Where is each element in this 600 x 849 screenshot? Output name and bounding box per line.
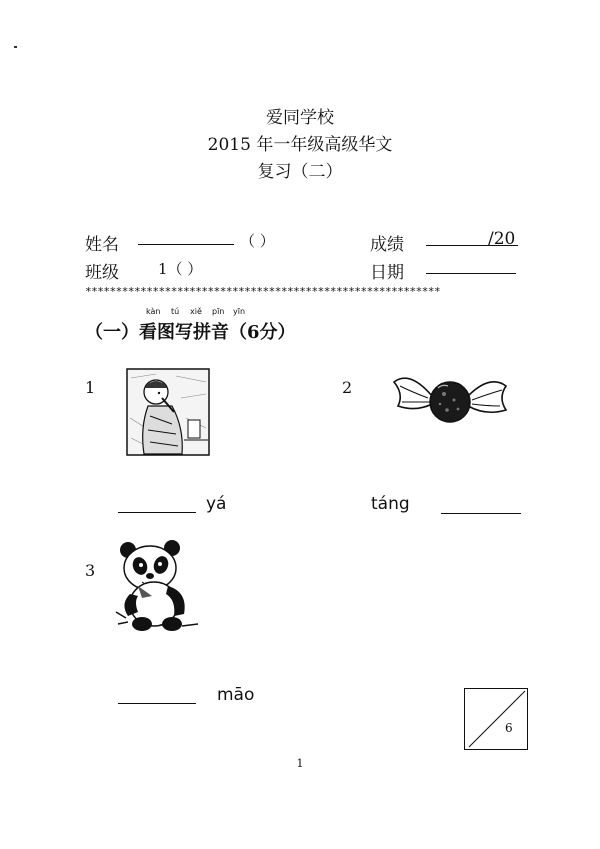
panda-icon: [112, 538, 204, 634]
class-value: 1（ ）: [158, 260, 203, 278]
item-pinyin-3: māo: [217, 685, 255, 705]
section-ruby-3: xiě: [190, 307, 202, 316]
section-title: （一）看图写拼音（6分）: [85, 322, 296, 343]
candy-icon: [390, 360, 510, 440]
unit-title: 复习（二）: [257, 162, 343, 182]
section-ruby-1: kàn: [146, 307, 161, 316]
star-divider: **********************************************************: [85, 285, 441, 298]
stray-mark: [14, 46, 17, 48]
name-label: 姓名: [85, 235, 119, 255]
boy-brushing-teeth-icon: [126, 368, 210, 456]
score-total: /20: [488, 229, 516, 249]
name-field[interactable]: [138, 244, 234, 245]
answer-line-1[interactable]: [118, 512, 196, 513]
date-field[interactable]: [426, 273, 516, 274]
score-label: 成绩: [370, 235, 404, 255]
class-label: 班级: [85, 263, 119, 283]
section-ruby-4: pīn: [212, 307, 225, 316]
item-pinyin-1: yá: [206, 494, 227, 514]
date-label: 日期: [370, 263, 404, 283]
item-number-2: 2: [342, 378, 353, 397]
score-box-value: 6: [505, 721, 513, 735]
answer-line-2[interactable]: [441, 513, 521, 514]
section-ruby-2: tú: [171, 307, 180, 316]
answer-line-3[interactable]: [118, 703, 196, 704]
section-ruby-5: yīn: [233, 307, 246, 316]
course-title: 2015 年一年级高级华文: [207, 135, 393, 155]
item-pinyin-2: táng: [371, 494, 410, 514]
school-name: 爱同学校: [266, 108, 334, 128]
score-box: [464, 688, 528, 750]
item-number-3: 3: [85, 561, 96, 580]
page-number: 1: [296, 757, 304, 770]
name-paren: （ ）: [240, 232, 275, 250]
item-number-1: 1: [85, 378, 96, 397]
